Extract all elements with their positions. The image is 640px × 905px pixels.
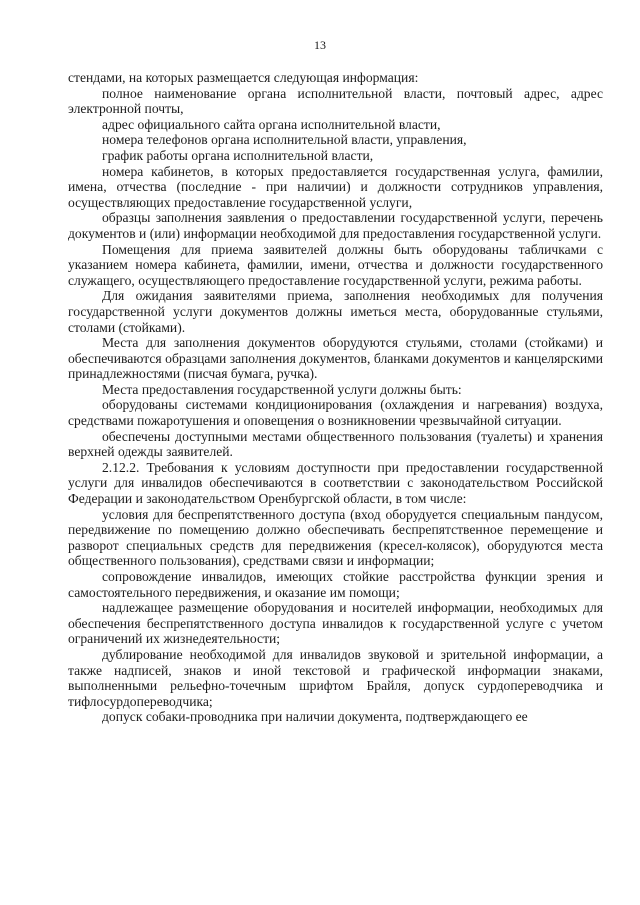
paragraph: стендами, на которых размещается следующая информация: [68, 70, 419, 85]
paragraph: график работы органа исполнительной власти, [102, 147, 374, 163]
paragraph: обеспечены доступными местами общественного пользования (туалеты) и хранения верхней одежды заявителей. [68, 428, 603, 460]
paragraph: Помещения для приема заявителей должны быть оборудованы табличками с указанием номера кабинета, фамилии, имени, отчества и должности государственного служащего, осуществляющего предоставление государственной услуги, режима работы. [68, 241, 603, 288]
paragraph: полное наименование органа исполнительной власти, почтовый адрес, адрес электронной почты, [68, 85, 603, 117]
paragraph: допуск собаки-проводника при наличии документа, подтверждающего ее [102, 709, 528, 725]
paragraph: условия для беспрепятственного доступа (вход оборудуется специальным пандусом, передвижение по помещению должно обеспечивать беспрепятственное перемещение и разворот специальных средств для передвижения (кресел-колясок), оборудуются места общественного пользования), средствами связи и информации; [68, 506, 603, 569]
paragraph: 2.12.2. Требования к условиям доступности при предоставлении государственной услуги для инвалидов обеспечиваются в соответствии с законодательством Российской Федерации и законодательством Оренбургской области, в том числе: [68, 459, 603, 507]
paragraph: сопровождение инвалидов, имеющих стойкие расстройства функции зрения и самостоятельного передвижения, и оказание им помощи; [68, 569, 603, 600]
paragraph: Места предоставления государственной услуги должны быть: [102, 381, 462, 397]
paragraph: дублирование необходимой для инвалидов звуковой и зрительной информации, а также надписей, знаков и иной текстовой и графической информации знаками, выполненными рельефно-точечным шрифтом Брайля, допуск сурдопереводчика и тифлосурдопереводчика; [68, 646, 603, 709]
paragraph: оборудованы системами кондиционирования (охлаждения и нагревания) воздуха, средствами пожаротушения и оповещения о возникновении чрезвычайной ситуации. [68, 397, 603, 429]
page-number: 13 [314, 38, 326, 52]
document-body [68, 70, 603, 725]
paragraph: номера телефонов органа исполнительной власти, управления, [102, 132, 467, 148]
paragraph: надлежащее размещение оборудования и носителей информации, необходимых для обеспечения беспрепятственного доступа инвалидов к государственной услуге с учетом ограничений их жизнедеятельности; [68, 600, 603, 647]
paragraph: Места для заполнения документов оборудуются стульями, столами (стойками) и обеспечиваются образцами заполнения документов, бланками документов и канцелярскими принадлежностями (писчая бумага, ручка). [68, 335, 603, 382]
paragraph: номера кабинетов, в которых предоставляется государственная услуга, фамилии, имена, отчества (последние - при наличии) и должности сотрудников управления, осуществляющих предоставление государственной услуги, [68, 163, 603, 210]
paragraph: адрес официального сайта органа исполнительной власти, [102, 116, 441, 132]
paragraph: Для ожидания заявителями приема, заполнения необходимых для получения государственной услуги документов должны иметься места, оборудованные стульями, столами (стойками). [68, 288, 603, 335]
paragraph: образцы заполнения заявления о предоставлении государственной услуги, перечень документов и (или) информации необходимой для предоставления государственной услуги. [68, 210, 603, 241]
